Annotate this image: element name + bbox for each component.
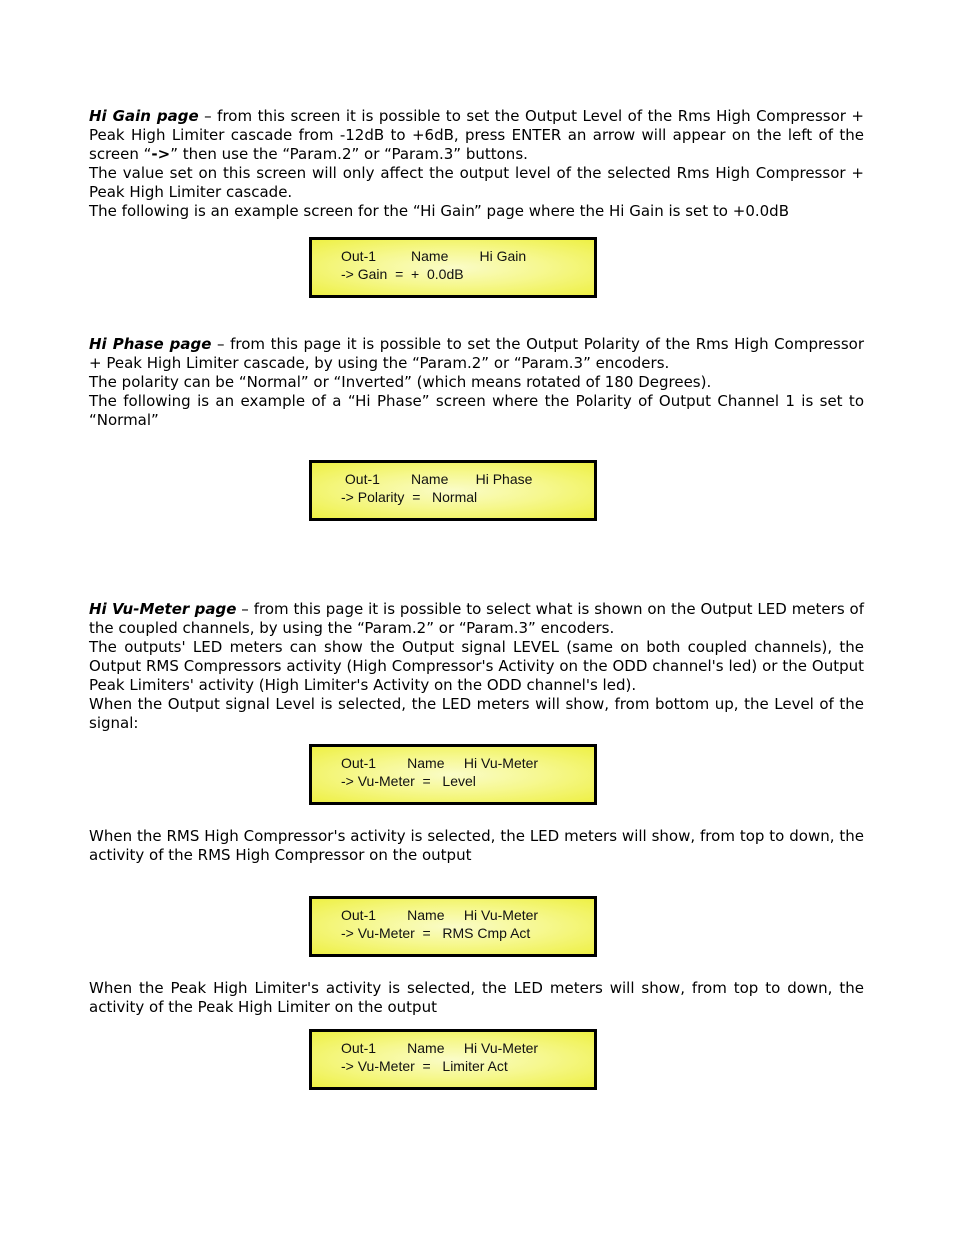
hi-vu-paragraph-1 [89, 600, 864, 638]
hi-gain-heading: Hi Gain page [89, 107, 199, 125]
hi-phase-paragraph-1 [89, 335, 864, 373]
lcd-line-2: -> Vu-Meter = Limiter Act [341, 1058, 508, 1074]
lcd-hi-vu-limiter [309, 1029, 597, 1090]
hi-vu-paragraph-3: When the Output signal Level is selected, the LED meters will show, from bottom up, the Level of the signal: [89, 695, 864, 732]
lcd-hi-phase [309, 460, 597, 521]
lcd-hi-vu-rms [309, 896, 597, 957]
hi-gain-p1-end: ” then use the “Param.2” or “Param.3” buttons. [170, 145, 528, 163]
hi-vu-paragraph-2: The outputs' LED meters can show the Output signal LEVEL (same on both coupled channels), the Output RMS Compressors activity (High Compressor's Activity on the ODD channel's led) or the Output Peak Limiters' activity (High Limiter's Activity on the ODD channel's led). [89, 638, 864, 694]
hi-gain-p1-text: – from this screen it is possible to set the Output Level of the Rms High Compressor + Peak High Limiter cascade from -12dB to +6dB, press ENTER an arrow will appear on the left of the screen “ [89, 107, 864, 163]
lcd-line-2: -> Gain = + 0.0dB [341, 266, 464, 282]
hi-phase-section [89, 335, 864, 430]
hi-gain-arrow: -> [151, 145, 171, 163]
lcd-line-1: Out-1 Name Hi Gain [341, 248, 527, 264]
lcd-line-1: Out-1 Name Hi Phase [341, 471, 533, 487]
hi-vu-limiter-description [89, 979, 864, 1017]
hi-gain-paragraph-3: The following is an example screen for the “Hi Gain” page where the Hi Gain is set to +0.0dB [89, 202, 789, 220]
hi-phase-paragraph-3: The following is an example of a “Hi Phase” screen where the Polarity of Output Channel 1 is set to “Normal” [89, 392, 864, 429]
hi-gain-paragraph-2: The value set on this screen will only affect the output level of the selected Rms High Compressor + Peak High Limiter cascade. [89, 164, 864, 201]
lcd-line-2: -> Vu-Meter = Level [341, 773, 476, 789]
hi-phase-p1-text: – from this page it is possible to set the Output Polarity of the Rms High Compressor + Peak High Limiter cascade, by using the “Param.2” or “Param.3” encoders. [89, 335, 865, 372]
hi-vu-rms-description [89, 827, 864, 865]
hi-vu-section [89, 600, 864, 733]
hi-vu-p1-text: – from this page it is possible to select what is shown on the Output LED meters of the coupled channels, by using the “Param.2” or “Param.3” encoders. [89, 600, 864, 637]
lcd-hi-gain [309, 237, 597, 298]
hi-vu-heading: Hi Vu-Meter page [89, 600, 237, 618]
hi-vu-paragraph-4: When the RMS High Compressor's activity is selected, the LED meters will show, from top to down, the activity of the RMS High Compressor on the output [89, 827, 864, 864]
lcd-line-1: Out-1 Name Hi Vu-Meter [341, 907, 539, 923]
lcd-line-2: -> Vu-Meter = RMS Cmp Act [341, 925, 531, 941]
hi-gain-section [89, 107, 864, 221]
lcd-line-1: Out-1 Name Hi Vu-Meter [341, 755, 539, 771]
hi-phase-heading: Hi Phase page [89, 335, 212, 353]
lcd-hi-vu-level [309, 744, 597, 805]
hi-phase-paragraph-2: The polarity can be “Normal” or “Inverted” (which means rotated of 180 Degrees). [89, 373, 712, 391]
hi-vu-paragraph-5: When the Peak High Limiter's activity is selected, the LED meters will show, from top to down, the activity of the Peak High Limiter on the output [89, 979, 864, 1016]
hi-gain-paragraph-1 [89, 107, 864, 164]
lcd-line-2: -> Polarity = Normal [341, 489, 478, 505]
lcd-line-1: Out-1 Name Hi Vu-Meter [341, 1040, 539, 1056]
